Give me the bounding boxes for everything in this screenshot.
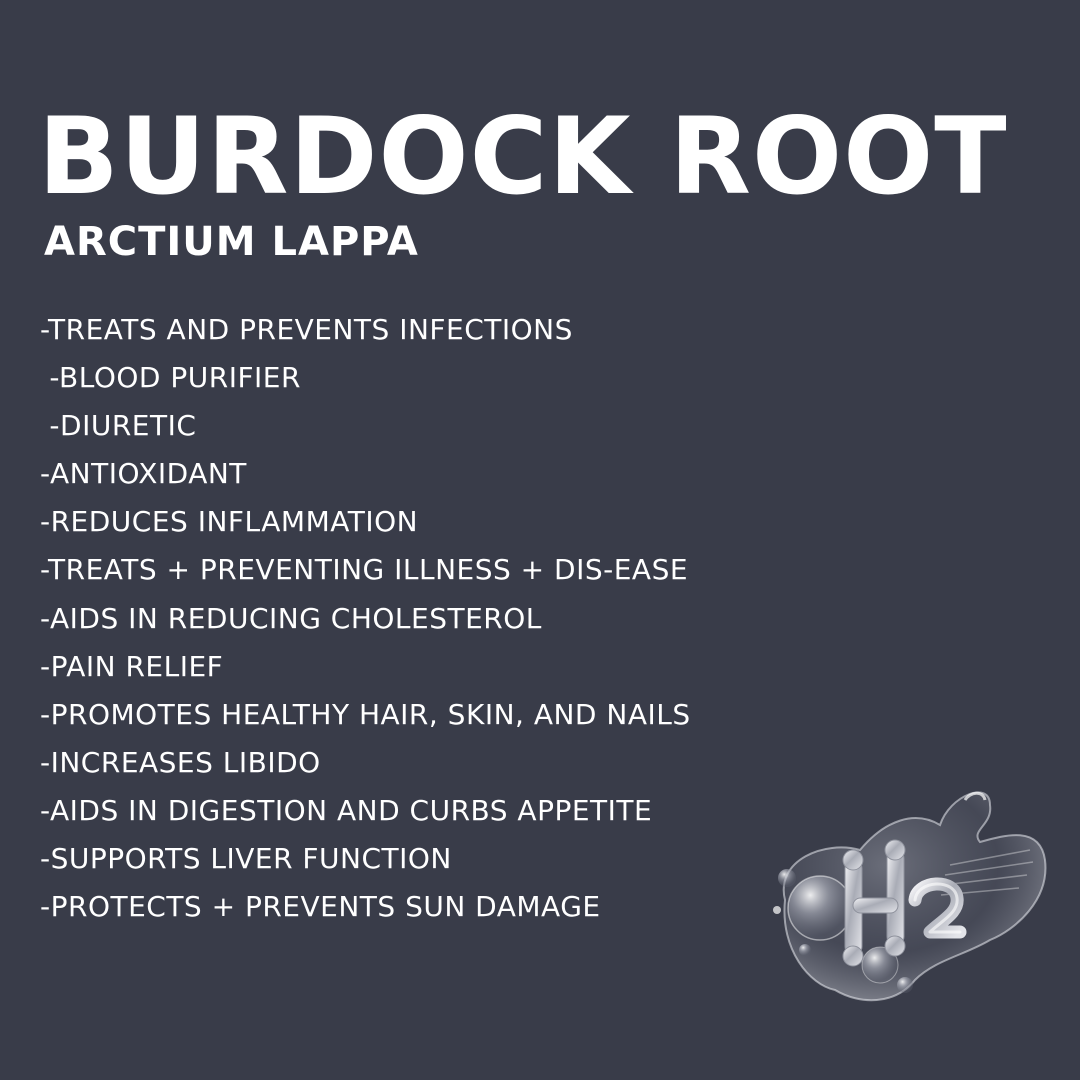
benefit-item: -DIURETIC [40, 409, 197, 443]
benefit-item: -PROMOTES HEALTHY HAIR, SKIN, AND NAILS [40, 697, 691, 731]
benefit-item: -REDUCES INFLAMMATION [40, 505, 419, 539]
h2-molecule-icon [765, 780, 1055, 1010]
benefit-item: -TREATS AND PREVENTS INFECTIONS [40, 313, 573, 346]
page-title: BURDOCK ROOT [38, 95, 1008, 218]
benefit-item: -INCREASES LIBIDO [40, 745, 321, 779]
scientific-name: ARCTIUM LAPPA [44, 219, 419, 265]
benefits-list [40, 306, 691, 931]
benefit-item: -PROTECTS + PREVENTS SUN DAMAGE [40, 890, 601, 924]
benefit-item: -AIDS IN REDUCING CHOLESTEROL [40, 601, 542, 635]
benefit-item: -AIDS IN DIGESTION AND CURBS APPETITE [40, 793, 653, 827]
benefit-item: -ANTIOXIDANT [40, 457, 247, 491]
benefit-item: -TREATS + PREVENTING ILLNESS + DIS-EASE [40, 553, 689, 587]
benefit-item: -PAIN RELIEF [40, 649, 224, 683]
benefit-item: -SUPPORTS LIVER FUNCTION [40, 842, 452, 876]
benefit-item: -BLOOD PURIFIER [40, 361, 301, 395]
